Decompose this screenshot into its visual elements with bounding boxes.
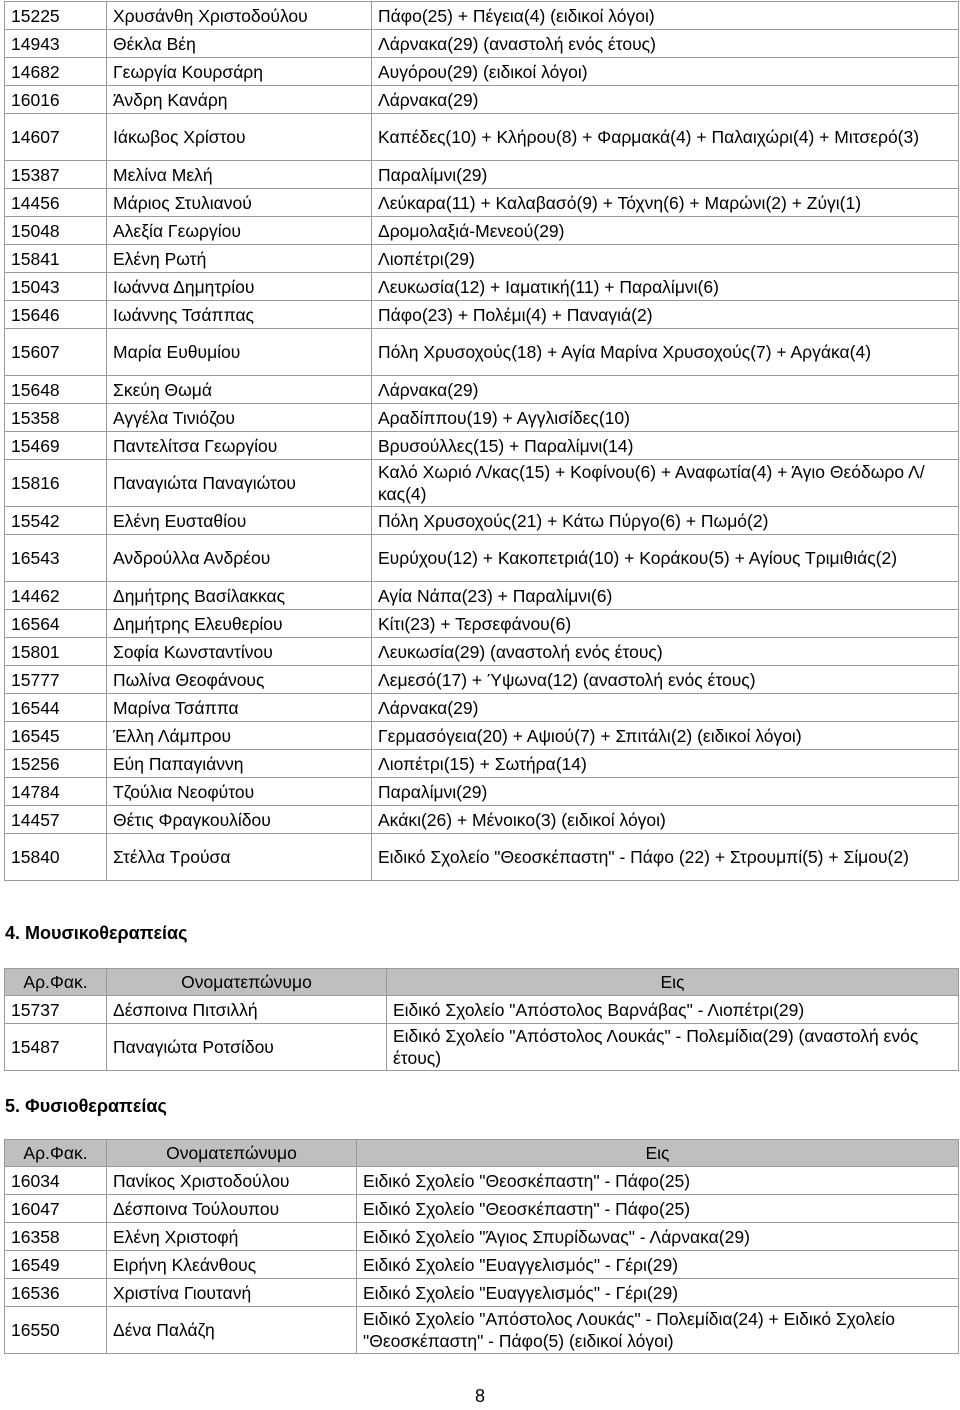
- full-name-cell: Ιάκωβος Χρίστου: [107, 114, 372, 161]
- table-row: [5, 376, 959, 404]
- table-row: [5, 329, 959, 376]
- file-number-cell: 16358: [5, 1223, 107, 1251]
- file-number-cell: 15387: [5, 161, 107, 189]
- table-row: [5, 217, 959, 245]
- page-number: 8: [474, 1386, 485, 1406]
- file-number-cell: 14682: [5, 58, 107, 86]
- music-therapy-table: [4, 968, 959, 1071]
- table-row: [5, 1223, 959, 1251]
- table-row: [5, 404, 959, 432]
- placement-cell: Λάρνακα(29): [372, 376, 959, 404]
- placement-cell: Παραλίμνι(29): [372, 778, 959, 806]
- file-number-cell: 15840: [5, 834, 107, 881]
- placement-cell: Βρυσούλλες(15) + Παραλίμνι(14): [372, 432, 959, 460]
- full-name-cell: Δημήτρης Ελευθερίου: [107, 610, 372, 638]
- header-file-number: Αρ.Φακ.: [5, 1140, 107, 1167]
- header-full-name: Ονοματεπώνυμο: [107, 969, 387, 996]
- file-number-cell: 15043: [5, 273, 107, 301]
- file-number-cell: 15256: [5, 750, 107, 778]
- header-to: Εις: [357, 1140, 959, 1167]
- full-name-cell: Δέσποινα Πιτσιλλή: [107, 996, 387, 1024]
- file-number-cell: 16536: [5, 1279, 107, 1307]
- full-name-cell: Αλεξία Γεωργίου: [107, 217, 372, 245]
- file-number-cell: 14784: [5, 778, 107, 806]
- placement-cell: Ακάκι(26) + Μένοικο(3) (ειδικοί λόγοι): [372, 806, 959, 834]
- table-row: [5, 460, 959, 507]
- file-number-cell: 15816: [5, 460, 107, 507]
- file-number-cell: 16544: [5, 694, 107, 722]
- table-header-row: [5, 1140, 959, 1167]
- file-number-cell: 14457: [5, 806, 107, 834]
- placement-cell: Λευκωσία(12) + Ιαματική(11) + Παραλίμνι(6): [372, 273, 959, 301]
- full-name-cell: Ειρήνη Κλεάνθους: [107, 1251, 357, 1279]
- full-name-cell: Παναγιώτα Ροτσίδου: [107, 1024, 387, 1071]
- header-file-number: Αρ.Φακ.: [5, 969, 107, 996]
- placement-cell: Καλό Χωριό Λ/κας(15) + Κοφίνου(6) + Αναφωτία(4) + Άγιο Θεόδωρο Λ/κας(4): [372, 460, 959, 507]
- placement-cell: Πάφο(23) + Πολέμι(4) + Παναγιά(2): [372, 301, 959, 329]
- placement-cell: Πόλη Χρυσοχούς(21) + Κάτω Πύργο(6) + Πωμό(2): [372, 507, 959, 535]
- full-name-cell: Παντελίτσα Γεωργίου: [107, 432, 372, 460]
- file-number-cell: 15048: [5, 217, 107, 245]
- full-name-cell: Θέτις Φραγκουλίδου: [107, 806, 372, 834]
- table-row: [5, 1167, 959, 1195]
- placement-cell: Καπέδες(10) + Κλήρου(8) + Φαρμακά(4) + Παλαιχώρι(4) + Μιτσερό(3): [372, 114, 959, 161]
- physiotherapy-table: [4, 1139, 959, 1354]
- full-name-cell: Πανίκος Χριστοδούλου: [107, 1167, 357, 1195]
- table-row: [5, 778, 959, 806]
- table-row: [5, 722, 959, 750]
- placement-cell: Γερμασόγεια(20) + Αψιού(7) + Σπιτάλι(2) (ειδικοί λόγοι): [372, 722, 959, 750]
- table-row: [5, 582, 959, 610]
- table-row: [5, 273, 959, 301]
- placement-cell: Κίτι(23) + Τερσεφάνου(6): [372, 610, 959, 638]
- table-row: [5, 638, 959, 666]
- table-row: [5, 1307, 959, 1354]
- file-number-cell: 15607: [5, 329, 107, 376]
- file-number-cell: 16549: [5, 1251, 107, 1279]
- table-row: [5, 1195, 959, 1223]
- placement-cell: Λιοπέτρι(29): [372, 245, 959, 273]
- placement-cell: Ειδικό Σχολείο "Άγιος Σπυρίδωνας" - Λάρνακα(29): [357, 1223, 959, 1251]
- file-number-cell: 15487: [5, 1024, 107, 1071]
- table-row: [5, 245, 959, 273]
- file-number-cell: 14607: [5, 114, 107, 161]
- file-number-cell: 16564: [5, 610, 107, 638]
- placement-cell: Πόλη Χρυσοχούς(18) + Αγία Μαρίνα Χρυσοχούς(7) + Αργάκα(4): [372, 329, 959, 376]
- full-name-cell: Δέσποινα Τούλουπου: [107, 1195, 357, 1223]
- table-row: [5, 806, 959, 834]
- full-name-cell: Δημήτρης Βασίλακκας: [107, 582, 372, 610]
- full-name-cell: Χριστίνα Γιουτανή: [107, 1279, 357, 1307]
- placement-cell: Ειδικό Σχολείο "Θεοσκέπαστη" - Πάφο(25): [357, 1167, 959, 1195]
- placement-cell: Ειδικό Σχολείο "Ευαγγελισμός" - Γέρι(29): [357, 1279, 959, 1307]
- full-name-cell: Ανδρούλλα Ανδρέου: [107, 535, 372, 582]
- full-name-cell: Μαρία Ευθυμίου: [107, 329, 372, 376]
- placement-cell: Αυγόρου(29) (ειδικοί λόγοι): [372, 58, 959, 86]
- placement-cell: Λιοπέτρι(15) + Σωτήρα(14): [372, 750, 959, 778]
- placement-cell: Λευκωσία(29) (αναστολή ενός έτους): [372, 638, 959, 666]
- file-number-cell: 16016: [5, 86, 107, 114]
- placement-cell: Λάρνακα(29): [372, 86, 959, 114]
- table-row: [5, 1024, 959, 1071]
- full-name-cell: Μαρίνα Τσάππα: [107, 694, 372, 722]
- section-4-heading: 4. Μουσικοθεραπείας: [5, 923, 188, 943]
- full-name-cell: Γεωργία Κουρσάρη: [107, 58, 372, 86]
- full-name-cell: Τζούλια Νεοφύτου: [107, 778, 372, 806]
- full-name-cell: Έλλη Λάμπρου: [107, 722, 372, 750]
- placement-cell: Ευρύχου(12) + Κακοπετριά(10) + Κοράκου(5) + Αγίους Τριμιθιάς(2): [372, 535, 959, 582]
- placement-cell: Ειδικό Σχολείο "Απόστολος Λουκάς" - Πολεμίδια(29) (αναστολή ενός έτους): [387, 1024, 959, 1071]
- full-name-cell: Μελίνα Μελή: [107, 161, 372, 189]
- file-number-cell: 15358: [5, 404, 107, 432]
- file-number-cell: 15777: [5, 666, 107, 694]
- file-number-cell: 15225: [5, 2, 107, 30]
- full-name-cell: Στέλλα Τρούσα: [107, 834, 372, 881]
- table-row: [5, 114, 959, 161]
- placement-cell: Ειδικό Σχολείο "Ευαγγελισμός" - Γέρι(29): [357, 1251, 959, 1279]
- table-row: [5, 750, 959, 778]
- table-row: [5, 86, 959, 114]
- placement-cell: Λεύκαρα(11) + Καλαβασό(9) + Τόχνη(6) + Μαρώνι(2) + Ζύγι(1): [372, 189, 959, 217]
- file-number-cell: 16543: [5, 535, 107, 582]
- header-full-name: Ονοματεπώνυμο: [107, 1140, 357, 1167]
- file-number-cell: 16047: [5, 1195, 107, 1223]
- file-number-cell: 15737: [5, 996, 107, 1024]
- header-to: Εις: [387, 969, 959, 996]
- table-row: [5, 161, 959, 189]
- file-number-cell: 15646: [5, 301, 107, 329]
- file-number-cell: 14456: [5, 189, 107, 217]
- placement-cell: Πάφο(25) + Πέγεια(4) (ειδικοί λόγοι): [372, 2, 959, 30]
- placement-cell: Αραδίππου(19) + Αγγλισίδες(10): [372, 404, 959, 432]
- full-name-cell: Ελένη Χριστοφή: [107, 1223, 357, 1251]
- table-row: [5, 1251, 959, 1279]
- table-header-row: [5, 969, 959, 996]
- table-row: [5, 507, 959, 535]
- file-number-cell: 16545: [5, 722, 107, 750]
- table-row: [5, 610, 959, 638]
- file-number-cell: 15648: [5, 376, 107, 404]
- placement-cell: Αγία Νάπα(23) + Παραλίμνι(6): [372, 582, 959, 610]
- file-number-cell: 14462: [5, 582, 107, 610]
- full-name-cell: Εύη Παπαγιάννη: [107, 750, 372, 778]
- full-name-cell: Παναγιώτα Παναγιώτου: [107, 460, 372, 507]
- full-name-cell: Πωλίνα Θεοφάνους: [107, 666, 372, 694]
- placement-cell: Παραλίμνι(29): [372, 161, 959, 189]
- table-row: [5, 694, 959, 722]
- file-number-cell: 16034: [5, 1167, 107, 1195]
- full-name-cell: Αγγέλα Τινιόζου: [107, 404, 372, 432]
- table-row: [5, 535, 959, 582]
- file-number-cell: 15469: [5, 432, 107, 460]
- placement-cell: Ειδικό Σχολείο "Θεοσκέπαστη" - Πάφο (22) + Στρουμπί(5) + Σίμου(2): [372, 834, 959, 881]
- placement-cell: Δρομολαξιά-Μενεού(29): [372, 217, 959, 245]
- full-name-cell: Χρυσάνθη Χριστοδούλου: [107, 2, 372, 30]
- full-name-cell: Ελένη Ευσταθίου: [107, 507, 372, 535]
- file-number-cell: 15542: [5, 507, 107, 535]
- placement-cell: Λάρνακα(29) (αναστολή ενός έτους): [372, 30, 959, 58]
- full-name-cell: Θέκλα Βέη: [107, 30, 372, 58]
- placement-cell: Ειδικό Σχολείο "Απόστολος Λουκάς" - Πολεμίδια(24) + Ειδικό Σχολείο "Θεοσκέπαστη" - Πάφο(5) (ειδικοί λόγοι): [357, 1307, 959, 1354]
- placement-cell: Ειδικό Σχολείο "Απόστολος Βαρνάβας" - Λιοπέτρι(29): [387, 996, 959, 1024]
- full-name-cell: Σοφία Κωνσταντίνου: [107, 638, 372, 666]
- full-name-cell: Ιωάννα Δημητρίου: [107, 273, 372, 301]
- full-name-cell: Άνδρη Κανάρη: [107, 86, 372, 114]
- file-number-cell: 14943: [5, 30, 107, 58]
- table-row: [5, 58, 959, 86]
- full-name-cell: Δένα Παλάζη: [107, 1307, 357, 1354]
- full-name-cell: Ιωάννης Τσάππας: [107, 301, 372, 329]
- file-number-cell: 15801: [5, 638, 107, 666]
- file-number-cell: 15841: [5, 245, 107, 273]
- table-row: [5, 834, 959, 881]
- file-number-cell: 16550: [5, 1307, 107, 1354]
- full-name-cell: Ελένη Ρωτή: [107, 245, 372, 273]
- placements-table: [4, 1, 959, 881]
- section-5-heading: 5. Φυσιοθεραπείας: [5, 1096, 167, 1116]
- table-row: [5, 301, 959, 329]
- table-row: [5, 1279, 959, 1307]
- table-row: [5, 189, 959, 217]
- table-row: [5, 666, 959, 694]
- placement-cell: Λάρνακα(29): [372, 694, 959, 722]
- table-row: [5, 30, 959, 58]
- table-row: [5, 996, 959, 1024]
- full-name-cell: Σκεύη Θωμά: [107, 376, 372, 404]
- table-row: [5, 2, 959, 30]
- placement-cell: Λεμεσό(17) + Ύψωνα(12) (αναστολή ενός έτους): [372, 666, 959, 694]
- placement-cell: Ειδικό Σχολείο "Θεοσκέπαστη" - Πάφο(25): [357, 1195, 959, 1223]
- full-name-cell: Μάριος Στυλιανού: [107, 189, 372, 217]
- table-row: [5, 432, 959, 460]
